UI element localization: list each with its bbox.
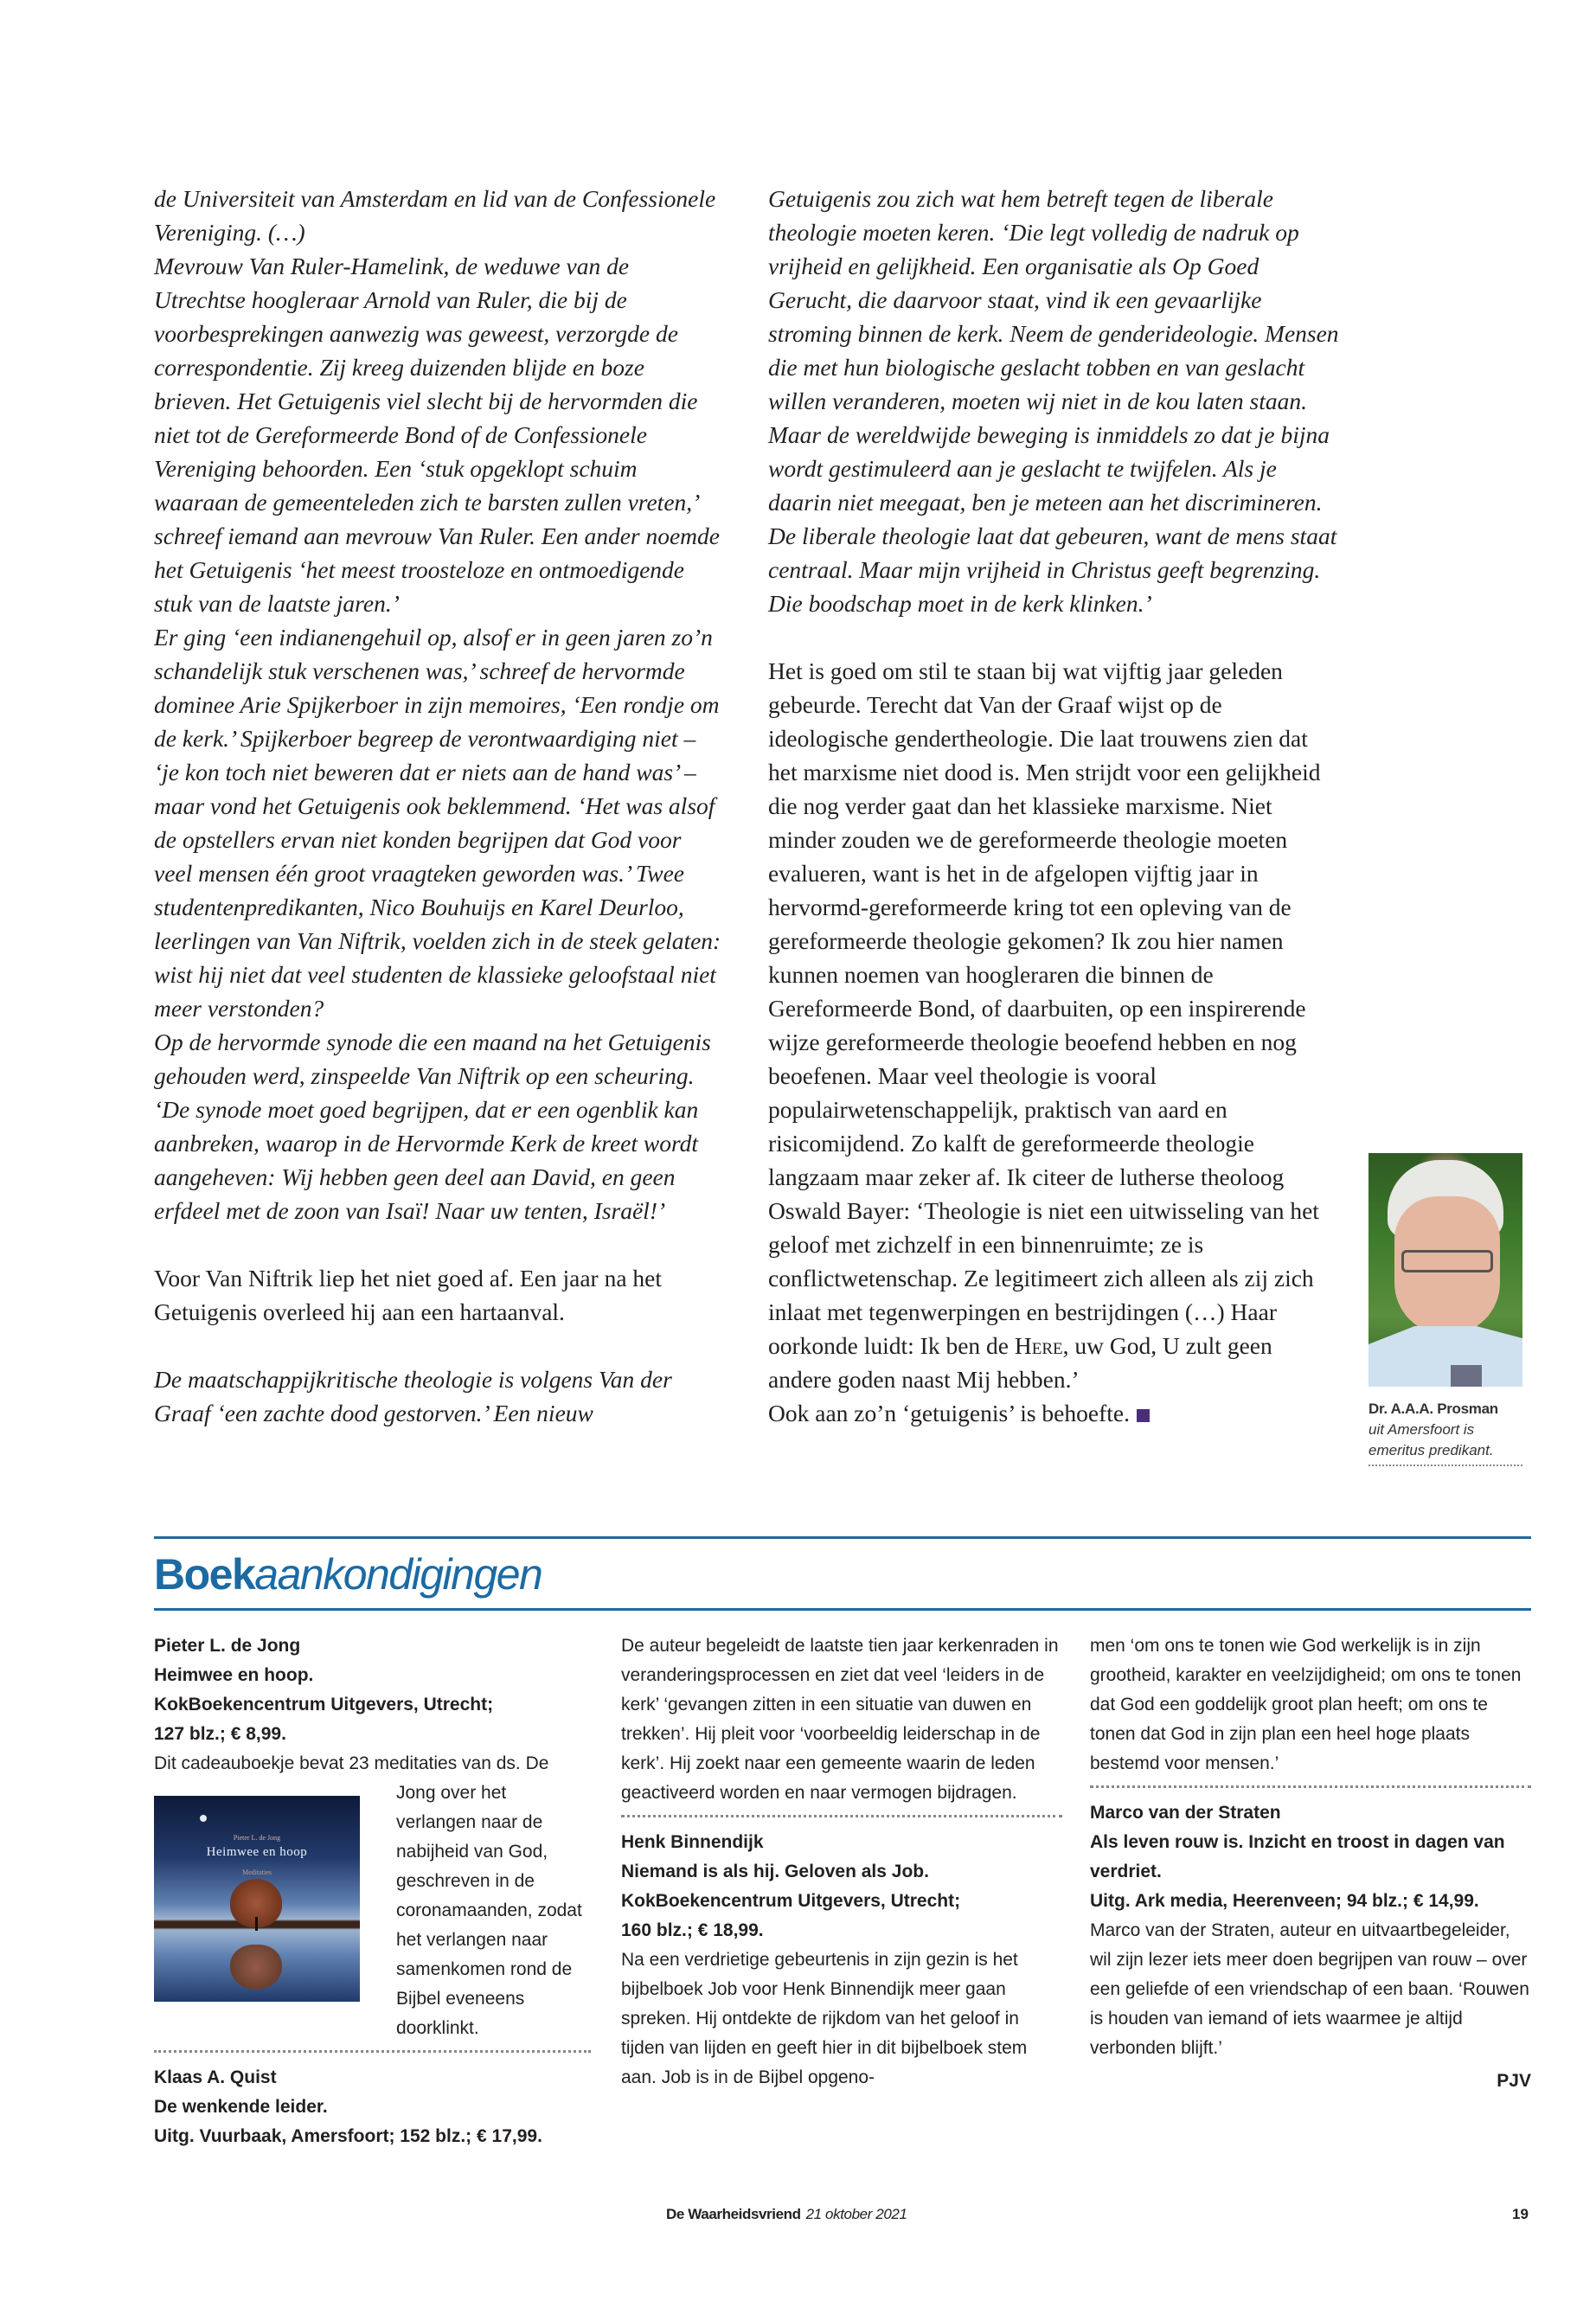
book-description: Marco van der Straten, auteur en uitvaartbegeleider, wil zijn lezer iets meer doen begrijpen van rouw – over een geliefde of een vriendschap of een baan. ‘Rouwen is houden van iemand of iets waarmee je altijd verbonden blijft.’ bbox=[1090, 1920, 1529, 2058]
conclusion-text: Het is goed om stil te staan bij wat vijftig jaar geleden gebeurde. Terecht dat Van der Graaf wijst op de ideologische gendertheologie. Die laat trouwens zien dat het marxisme niet dood is. Men strijdt voor een gelijkheid die nog verder gaat dan het klassieke marxisme. Niet minder zouden we de gereformeerde theologie moeten evalueren, want is het in de afgelopen vijftig jaar in hervormd-gereformeerde kring tot een opleving van de gereformeerde theologie gekomen? Ik zou hier namen kunnen noemen van hoogleraren die binnen de Gereformeerde Bond, of daarbuiten, op een inspirerende wijze gereformeerde theologie beoefend hebben en nog beoefenen. Maar veel theologie is vooral populairwetenschappelijk, praktisch van aard en risicomijdend. Zo kalft de gereformeerde theologie langzaam maar zeker af. Ik citeer de lutherse theoloog Oswald Bayer: ‘Theologie is niet een uitwisseling van het geloof met zichzelf in een binnenruimte; ze is conflictwetenschap. Ze legitimeert zich alleen als zij zich inlaat met tegenwerpingen en bestrijdingen (…) Haar oorkonde luidt: Ik ben de bbox=[768, 657, 1321, 1359]
cover-author: Pieter L. de Jong bbox=[233, 1834, 281, 1842]
book-description: Na een verdrietige gebeurtenis in zijn gezin is het bijbelboek Job voor Henk Binnendijk meer gaan spreken. Hij ontdekte de rijkdom van het geloof in tijden van lijden en geeft hier in dit bijbelboek stem aan. Job is in de Bijbel opgeno- bbox=[621, 1950, 1028, 2087]
photo-glasses-shape bbox=[1401, 1250, 1493, 1272]
cover-title: Heimwee en hoop bbox=[206, 1845, 308, 1859]
photo-tie-shape bbox=[1451, 1365, 1482, 1387]
publication-name: De Waarheidsvriend bbox=[666, 2206, 801, 2222]
book-intro: Dit cadeauboekje bevat 23 meditaties van ds. De bbox=[154, 1753, 549, 1773]
book-publisher: Uitg. Ark media, Heerenveen; 94 blz.; € 14,99. bbox=[1090, 1891, 1479, 1911]
section-heading bbox=[154, 1539, 1531, 1608]
heading-italic-part: aankondigingen bbox=[254, 1550, 542, 1599]
article-closing-line bbox=[768, 1396, 1339, 1430]
book-entry bbox=[154, 1631, 591, 2043]
book-title: Niemand is als hij. Geloven als Job. bbox=[621, 1862, 929, 1881]
article-paragraph-conclusion bbox=[768, 654, 1339, 1396]
article-paragraph: De maatschappijkritische theologie is volgens Van der Graaf ‘een zachte dood gestorven.’ Een nieuw bbox=[154, 1366, 672, 1426]
author-description: uit Amersfoort is emeritus predikant. bbox=[1368, 1421, 1494, 1458]
book-announcements-section bbox=[154, 1536, 1531, 2146]
author-photo bbox=[1368, 1153, 1522, 1387]
article-paragraph: Getuigenis zou zich wat hem betreft tegen de liberale theologie moeten keren. ‘Die legt volledig de nadruk op vrijheid en gelijkheid. Een organisatie als Op Goed Gerucht, die daarvoor staat, vind ik een gevaarlijke stroming binnen de kerk. Neem de genderideologie. Mensen die met hun biologische geslacht tobben en van geslacht willen veranderen, moeten wij niet in de kou laten staan. Maar de wereldwijde beweging is inmiddels zo dat je bijna wordt gestimuleerd aan je geslacht te twijfelen. Als je daarin niet meegaat, ben je meteen aan het discrimineren. De liberale theologie laat dat gebeuren, want de mens staat centraal. Maar mijn vrijheid in Christus geeft begrenzing. Die boodschap moet in de kerk klinken.’ bbox=[768, 185, 1339, 617]
book-cover-image bbox=[154, 1796, 360, 2002]
book-publisher: KokBoekencentrum Uitgevers, Utrecht; bbox=[621, 1891, 961, 1911]
conclusion-text-end: , uw God, U zult geen andere goden naast Mij hebben.’ bbox=[768, 1332, 1272, 1393]
end-of-article-mark-icon bbox=[1137, 1409, 1150, 1422]
entry-divider bbox=[154, 2050, 591, 2053]
article-paragraph: Voor Van Niftrik liep het niet goed af. Een jaar na het Getuigenis overleed hij aan een hartaanval. bbox=[154, 1265, 662, 1325]
book-author: Klaas A. Quist bbox=[154, 2067, 277, 2087]
book-entry bbox=[154, 2063, 591, 2151]
footer-publication bbox=[666, 2206, 907, 2223]
book-publisher: KokBoekencentrum Uitgevers, Utrecht; bbox=[154, 1695, 494, 1715]
publication-date: 21 oktober 2021 bbox=[805, 2206, 907, 2222]
article-paragraph: Er ging ‘een indianengehuil op, alsof er in geen jaren zo’n schandelijk stuk verschenen was,’ schreef de hervormde dominee Arie Spijkerboer in zijn memoires, ‘Een rondje om de kerk.’ Spijkerboer begreep de verontwaardiging niet – ‘je kon toch niet beweren dat er niets aan de hand was’ – maar vond het Getuigenis ook beklemmend. ‘Het was alsof de opstellers ervan niet konden begrijpen dat God voor veel mensen één groot vraagteken geworden was.’ Twee studentenpredikanten, Nico Bouhuijs en Karel Deurloo, leerlingen van Van Niftrik, voelden zich in de steek gelaten: wist hij niet dat veel studenten de klassieke geloofstaal niet meer verstonden? bbox=[154, 624, 721, 1022]
book-description: Jong over het verlangen naar de nabijheid van God, geschreven in de coronamaanden, zodat het verlangen naar samenkomen rond de Bijbel eveneens doorklinkt. bbox=[396, 1783, 582, 2038]
book-details: 160 blz.; € 18,99. bbox=[621, 1920, 764, 1940]
cover-trunk-shape bbox=[255, 1917, 258, 1931]
book-author: Pieter L. de Jong bbox=[154, 1636, 301, 1656]
heading-bold-part: Boek bbox=[154, 1550, 255, 1599]
author-name: Dr. A.A.A. Prosman bbox=[1368, 1400, 1498, 1417]
cover-subtitle: Meditaties bbox=[242, 1868, 272, 1876]
book-entry bbox=[621, 1828, 1062, 2093]
book-title: Heimwee en hoop. bbox=[154, 1665, 314, 1685]
author-box bbox=[1368, 1153, 1522, 1466]
entry-divider bbox=[621, 1815, 1062, 1817]
book-title: Als leven rouw is. Inzicht en troost in dagen van verdriet. bbox=[1090, 1832, 1505, 1881]
entry-divider bbox=[1090, 1785, 1531, 1788]
article-column-left bbox=[154, 182, 725, 1430]
reviewer-signature: PJV bbox=[1497, 2071, 1531, 2091]
article-paragraph: Op de hervormde synode die een maand na het Getuigenis gehouden werd, zinspeelde Van Niftrik op een scheuring. ‘De synode moet goed begrijpen, dat er een ogenblik kan aanbreken, waarop in de Hervormde Kerk de kreet wordt aangeheven: Wij hebben geen deel aan David, en geen erfdeel met de zoon van Isaï! Naar uw tenten, Israël!’ bbox=[154, 1029, 711, 1224]
book-publisher: Uitg. Vuurbaak, Amersfoort; 152 blz.; € 17,99. bbox=[154, 2126, 542, 2146]
author-caption bbox=[1368, 1399, 1522, 1461]
section-rule-bottom bbox=[154, 1608, 1531, 1611]
article-column-middle bbox=[768, 182, 1339, 1430]
book-entry bbox=[1090, 1798, 1531, 2063]
closing-text: Ook aan zo’n ‘getuigenis’ is behoefte. bbox=[768, 1400, 1130, 1426]
book-details: 127 blz.; € 8,99. bbox=[154, 1724, 286, 1744]
article-paragraph: de Universiteit van Amsterdam en lid van de Confessionele Vereniging. (…) bbox=[154, 185, 716, 246]
caption-divider bbox=[1368, 1465, 1522, 1466]
book-column-3 bbox=[1090, 1631, 1531, 2096]
book-author: Henk Binnendijk bbox=[621, 1832, 764, 1852]
book-title: De wenkende leider. bbox=[154, 2097, 328, 2117]
book-description-continued: men ‘om ons te tonen wie God werkelijk is in zijn grootheid, karakter en veelzijdigheid; om ons te tonen dat God een goddelijk groot plan heeft; om ons te tonen dat God in zijn plan een heel hoge plaats bestemd voor mensen.’ bbox=[1090, 1636, 1522, 1773]
cover-moon-icon bbox=[200, 1815, 207, 1822]
book-description: De auteur begeleidt de laatste tien jaar kerkenraden in veranderingsprocessen en ziet dat veel ‘leiders in de kerk’ ‘gevangen zitten in een situatie van duwen en trekken’. Hij pleit voor ‘voorbeeldig leiderschap in de kerk’. Hij zoekt naar een gemeente waarin de leden geactiveerd worden en naar vermogen bijdragen. bbox=[621, 1636, 1059, 1803]
photo-shirt-shape bbox=[1368, 1326, 1522, 1387]
cover-tree-reflection bbox=[230, 1945, 282, 1990]
book-column-1 bbox=[154, 1631, 591, 2151]
book-cover-row bbox=[154, 1779, 591, 2043]
book-author: Marco van der Straten bbox=[1090, 1803, 1281, 1823]
book-column-2 bbox=[621, 1631, 1062, 2093]
page-number: 19 bbox=[1512, 2206, 1529, 2222]
here-word: Here bbox=[1014, 1332, 1063, 1359]
article-paragraph: Mevrouw Van Ruler-Hamelink, de weduwe van de Utrechtse hoogleraar Arnold van Ruler, die bij de voorbesprekingen aanwezig was geweest, verzorgde de correspondentie. Zij kreeg duizenden blijde en boze brieven. Het Getuigenis viel slecht bij de hervormden die niet tot de Gereformeerde Bond of de Confessionele Vereniging behoorden. Een ‘stuk opgeklopt schuim waaraan de gemeenteleden zich te barsten zullen vreten,’ schreef iemand aan mevrouw Van Ruler. Een ander noemde het Getuigenis ‘het meest troosteloze en ontmoedigende stuk van de laatste jaren.’ bbox=[154, 253, 720, 617]
